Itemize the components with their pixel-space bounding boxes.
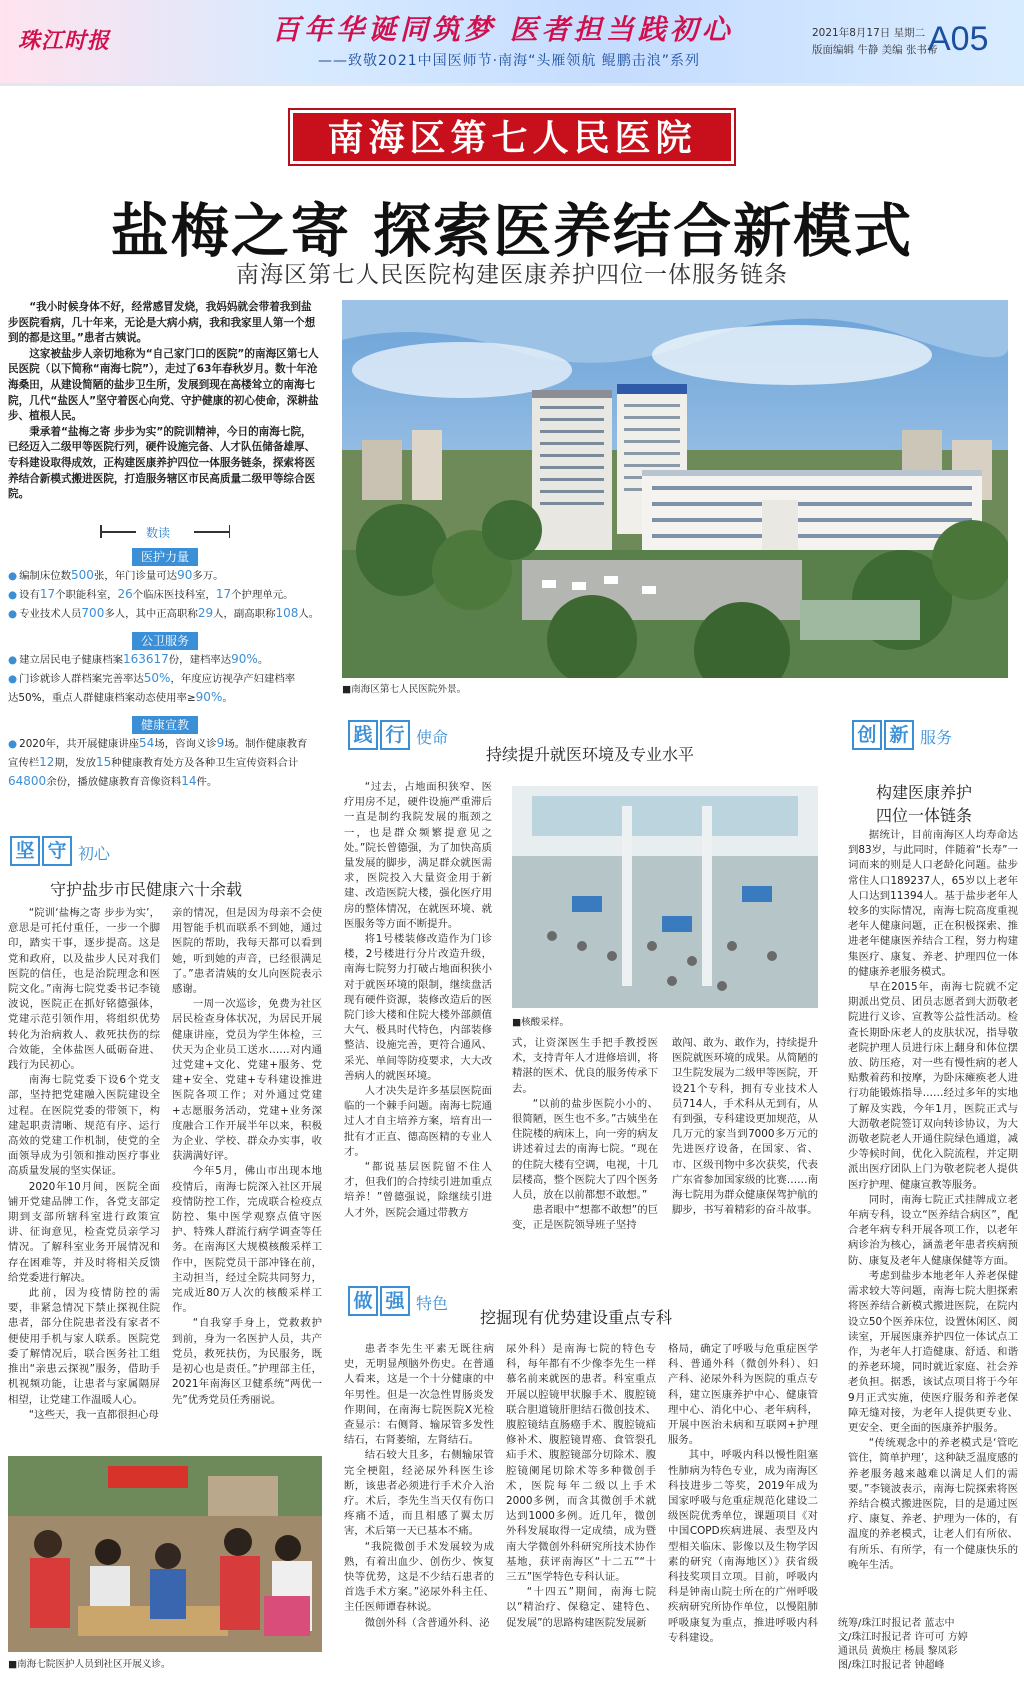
bullet-icon: ● <box>8 589 18 601</box>
section-tag-rest: 初心 <box>78 844 111 863</box>
byline-line: 文/珠江时报记者 许可可 方婷 <box>838 1632 968 1643</box>
zuoqiang-column-2 <box>506 1342 656 1674</box>
stats-value: 500 <box>71 568 94 582</box>
paragraph: “以前的盐步医院小小的、很简陋，医生也不多。”古姨坐在住院楼的病床上，向一旁的病友讲述着过去的南海七院。“现在的住院大楼有空调，电视，十几层楼高，整个医院大了四个医务人员，放在以前都想不敢想。” <box>512 1097 658 1202</box>
section-tag-char: 守 <box>42 836 72 866</box>
stats-text: 编制床位数 <box>19 570 72 582</box>
paragraph: 早在2015年，南海七院就不定期派出党员、团员志愿者到大沥敬老院进行义诊、宣教等公益性活动。检查长期卧床老人的皮肤状况，指导敬老院护理人员进行床上翻身和体位摆放、防压疮，对一些有慢性病的老人贴敷着药和按摩，为卧床瘫痪老人进行功能锻炼指导……经过多年的实地了解及实践，今年1月，医院正式与大沥敬老院签订双向转诊协议，为大沥敬老院老人开通住院绿色通道，减少等候时间，优化入院流程，并定期派出医疗团队上门为敬老院老人提供医疗护理、健康宣教等服务。 <box>848 981 1018 1191</box>
stats-text: 建立居民电子健康档案 <box>19 654 123 666</box>
stats-text: 份，建档率达 <box>168 654 232 666</box>
paragraph: “我院微创手术发展较为成熟，有着出血少、创伤少、恢复快等优势，这是不少结石患者的首选手术方案。”泌尿外科主任、主任医师谭春林说。 <box>344 1540 494 1614</box>
stats-value: 15 <box>96 755 112 769</box>
stats-text: 设有 <box>19 589 40 601</box>
section-title-chuangxin-2: 四位一体链条 <box>876 806 973 825</box>
section-tag-rest: 特色 <box>416 1294 449 1313</box>
jianxing-column-3 <box>672 1036 818 1274</box>
paragraph: “传统观念中的养老模式是‘管吃管住，简单护理’，这种缺乏温度感的养老服务越来越难以满足人们的需要。”李镜波表示，南海七院探索将医养结合模式搬进医院，目的是通过医疗、康复、养老、护理为一体的，有温度的养老模式，让老人们有所依、有所乐、有所学，有一个健康快乐的晚年生活。 <box>848 1437 1018 1571</box>
stats-text: 期，发放 <box>54 757 97 769</box>
intro-paragraph: 秉承着“盐梅之寄 步步为实”的院训精神，今日的南海七院，已经迈入二级甲等医院行列，硬件设施完备、人才队伍储备雄厚、专科建设取得成效，正构建医康养护四位一体服务链条，探索将医养结合新模式搬进医院，打造服务辖区市民高质量二级甲等综合医院。 <box>8 425 316 501</box>
paragraph: 其中，呼吸内科以慢性阻塞性肺病为特色专业，成为南海区科技进步二等奖，2019年成为国家呼吸与危重症规范化建设二级医院优秀单位，课题项目《对中国COPD疾病进展、表型及内型相关临床、影像以及生物学因素的研究（南海地区）》获省级科技奖项目立项。目前，呼吸内科是钟南山院士所在的广州呼吸疾病研究所协作单位，以慢阻肺呼吸康复为重点，推进呼吸内科专科建设。 <box>668 1449 818 1644</box>
byline-line: 通讯员 黄焕庄 杨晨 黎凤彩 <box>838 1646 958 1657</box>
paragraph: 一周一次巡诊，免费为社区居民检查身体状况，为居民开展健康讲座，党员为学生体检，三伏天为企业员工送水……对内通过党建+文化、党建+服务、党建+安全、党建+专科建设推进医院各项工作；对外通过党建+志愿服务活动，党建+业务深度融合工作开展半年以来，积极为企业、学校、群众办实事，收获满满好评。 <box>172 998 322 1163</box>
stats-line <box>8 772 320 791</box>
banner-title: 百年华诞同筑梦 医者担当践初心 <box>272 13 734 46</box>
stats-text: 宣传栏 <box>8 757 40 769</box>
jianxing-column-2 <box>512 1036 658 1274</box>
paragraph: 尿外科）是南海七院的特色专科，每年都有不少像李先生一样慕名前来就医的患者。科室重点开展以腔镜甲状腺手术、腹腔镜联合胆道镜肝胆结石微创技术、腹腔镜结直肠癌手术、腹腔镜疝修补术、腹腔镜胃癌、食管裂孔疝手术、腹腔镜部分切除术、腹腔镜阑尾切除术等多种微创手术，医院每年二级以上手术2000多例，而含其微创手术就达到1000多例。近几年，微创外科发展取得一定成绩，成为暨南大学微创外科研究所技术协作基地，获评南海区“十二五”“十三五”医学特色专科认证。 <box>506 1343 656 1584</box>
paragraph: “过去，占地面积狭窄、医疗用房不足，硬件设施严重滞后一直是制约我院发展的瓶颈之一，也是群众频繁提意见之处。”院长曾德强，为了加快高质量发展的脚步，满足群众就医需求，医院投入大量资金用于新建、改造医院大楼，强化医疗用房的整体情况，在就医环境、就医服务等方面不断提升。 <box>344 781 492 930</box>
stats-value: 90% <box>195 690 223 704</box>
jianshou-column-2 <box>172 906 322 1452</box>
stats-text: 达50%，重点人群健康档案动态使用率≥ <box>8 692 196 704</box>
stats-group <box>8 632 320 707</box>
paragraph: 亲的情况，但是因为母亲不会使用智能手机而联系不到她，通过医院的帮助，我每天都可以看到她，听到她的声音，已经很满足了。”患者清姨的女儿向医院表示感谢。 <box>172 907 322 996</box>
intro-paragraph: “我小时候身体不好，经常感冒发烧，我妈妈就会带着我到盐步医院看病，几十年来，无论是大病小病，我和我家里人第一个想到的都是这里。”患者古姨说。 <box>8 301 316 345</box>
stats-text: 件。 <box>196 776 218 788</box>
hospital-photo-caption: ■南海区第七人民医院外景。 <box>342 684 467 695</box>
community-clinic-photo <box>8 1456 322 1652</box>
banner-subtitle: ——致敬2021中国医师节·南海“头雁领航 鲲鹏击浪”系列 <box>318 53 701 69</box>
bullet-icon: ● <box>8 738 18 750</box>
stats-text: 张，年门诊量可达 <box>93 570 178 582</box>
paragraph: 患者眼中“想都不敢想”的巨变，正是医院领导班子坚持 <box>512 1204 658 1232</box>
section-tag-rest: 服务 <box>920 728 953 747</box>
stats-value: 17 <box>39 587 56 601</box>
section-tag-char: 做 <box>348 1286 378 1316</box>
paragraph: 2020年10月间，医院全面铺开党建品牌工作，各党支部定期到支部所辖科室进行政策宣讲、征询意见，检查党员亲学习情况。了解科室业务开展情况和存在困难等，并及时将相关反馈给党委进行解决。 <box>8 1180 160 1284</box>
stats-line <box>8 753 320 772</box>
stats-line <box>8 688 320 707</box>
paragraph: 敢闯、敢为、敢作为，持续提升医院就医环境的成果。从简陋的卫生院发展为二级甲等医院，开设21个专科，拥有专业技术人员714人，手术科从无到有，从有到强，专科建设更加规范，从几万元的家当到7000多万元的先进医疗设备，在国家、省、市、区级刊物中多次获奖，代表广东省参加国家级的比赛……南海七院用为群众健康保驾护航的脚步，书写着精彩的奋斗故事。 <box>672 1037 818 1217</box>
paragraph: 南海七院党委下设6个党支部，坚持把党建融入医院建设全过程。在医院党委的带领下，构建起职责清晰、规范有序、运行高效的党建工作机制，使党的全面领导成为引领和推动医疗事业高质量发展的坚实保证。 <box>8 1074 160 1178</box>
stats-group-title: 公卫服务 <box>132 632 198 650</box>
stats-text: 人。 <box>298 608 320 620</box>
bullet-icon: ● <box>8 608 18 620</box>
stats-value: 90% <box>231 652 258 666</box>
stats-line <box>8 669 320 688</box>
stats-line <box>8 604 320 623</box>
stats-value: 54 <box>139 736 155 750</box>
stats-text: 专业技术人员 <box>19 608 82 620</box>
paragraph: 此前，因为疫情防控的需要，非紧急情况下禁止探视住院患者，部分住院患者没有家者不便使用手机与家人联系。医院党委了解情况后，联合医务社工组推出“亲患云探视”服务，借助手机视频功能，让患者与家属隔屏相望，让党建工作温暖人心。 <box>8 1287 160 1406</box>
section-title-chuangxin: 构建医康养护 <box>876 783 973 802</box>
page-number: A05 <box>928 20 989 58</box>
stats-text: 多人，其中正高职称 <box>104 608 198 620</box>
section-title-jianshou: 守护盐步市民健康六十余载 <box>50 880 243 899</box>
community-photo-caption: ■南海七院医护人员到社区开展义诊。 <box>8 1659 171 1670</box>
section-tag-jianshou <box>10 836 110 866</box>
stats-group-title: 健康宣教 <box>132 716 198 734</box>
paragraph: “都说基层医院留不住人才，但我们的合持续引进加重点培养！”曾德强说，除继续引进人才外，医院会通过带教方 <box>344 1161 492 1219</box>
zuoqiang-column-1 <box>344 1342 494 1674</box>
stats-value: 700 <box>81 606 105 620</box>
paragraph: 格局，确定了呼吸与危重症医学科、普通外科（微创外科）、妇产科、泌尿外科为医院的重点专科，建立医康养护中心、健康管理中心、消化中心、老年病科，开展中医治未病和互联网+护理服务。 <box>668 1343 818 1447</box>
paragraph: “十四五”期间，南海七院以“精治疗、保稳定、建特色、促发展”的思路构建医院发展新 <box>506 1586 656 1629</box>
section-tag-jianxing <box>348 720 448 750</box>
stats-value: 163617 <box>122 652 169 666</box>
section-title-jianxing: 持续提升就医环境及专业水平 <box>486 745 695 764</box>
section-tag-rest: 使命 <box>416 728 449 747</box>
subheadline: 南海区第七人民医院构建医康养护四位一体服务链条 <box>236 262 788 288</box>
stats-line <box>8 585 320 604</box>
hospital-name: 南海区第七人民医院 <box>293 113 731 161</box>
stats-group <box>8 716 320 791</box>
paragraph: 考虑到盐步本地老年人养老保健需求较大等问题，南海七院大胆探索将医养结合新模式搬进医院，在院内设立50个医养床位，设置休闲区、阅读室，开展医康养护四位一体试点工作，为老年人打造健康、舒适、和谐的养老环境，同时就近家庭、社会养老负担。据悉，该试点项目将于今年9月正式实施，使医疗服务和养老保障无缝对接，为老年人提供更专业、更安全、更全面的医康养护服务。 <box>848 1269 1018 1434</box>
paragraph: 同时，南海七院正式挂牌成立老年病专科，设立“医养结合病区”，配合老年病专科开展各项工作，以老年病诊治为核心，涵盖老年患者疾病预防、康复及老年人健康保健等方面。 <box>848 1193 1018 1267</box>
issue-editors: 版面编辑 牛静 美编 张书帝 <box>812 44 938 56</box>
paragraph: “自我穿手身上，党救救护到前，身为一名医护人员，共产党员，救死扶伤，为民服务，既是初心也是责任。”护理部主任，2021年南海区卫健系统“两优一先”优秀党员任秀丽说。 <box>172 1317 322 1406</box>
stats-value: 29 <box>197 606 214 620</box>
stats-value: 9 <box>216 736 225 750</box>
bullet-icon: ● <box>8 570 18 582</box>
bullet-icon: ● <box>8 654 18 666</box>
stats-text: 门诊就诊人群档案完善率达 <box>19 673 144 685</box>
stats-text: 场。制作健康教育 <box>224 738 308 750</box>
stats-text: 多万。 <box>192 570 224 582</box>
stats-text: 2020年，共开展健康讲座 <box>19 738 140 750</box>
paragraph: 据统计，目前南海区人均寿命达到83岁，与此同时，伴随着“长寿”一词而来的则是人口老龄化问题。盐步常住人口189237人，65岁以上老年人口达到11394人。基于盐步老年人较多的实际情况，南海七院高度重视老年人健康问题，正在积极探索、推进老年健康医养结合工程，努力构建集医疗、康复、养老、护理四位一体的健康养老服务模式。 <box>848 829 1018 978</box>
stats-text: 个护理单元。 <box>231 589 294 601</box>
byline-line: 图/珠江时报记者 钟超峰 <box>838 1660 945 1671</box>
stats-group-title: 医护力量 <box>132 548 198 566</box>
byline-line: 统筹/珠江时报记者 蓝志中 <box>838 1618 955 1629</box>
stats-line <box>8 566 320 585</box>
stats-line <box>8 650 320 669</box>
stats-label: 数读 <box>146 526 171 540</box>
stats-text: 个临床医技科室， <box>132 589 216 601</box>
stats-text: ，年度应访视孕产妇建档率 <box>170 673 296 685</box>
section-tag-char: 创 <box>852 720 882 750</box>
section-tag-char: 行 <box>380 720 410 750</box>
headline: 盐梅之寄 探索医养结合新模式 <box>110 197 914 265</box>
stats-value: 26 <box>117 587 133 601</box>
zuoqiang-column-3 <box>668 1342 818 1674</box>
issue-date: 2021年8月17日 星期二 <box>812 27 926 39</box>
stats-text: 余份，播放健康教育音像资料 <box>46 776 182 788</box>
paragraph: 微创外科（含普通外科、泌 <box>364 1616 490 1629</box>
section-title-zuoqiang: 挖掘现有优势建设重点专科 <box>480 1308 673 1327</box>
section-tag-char: 坚 <box>10 836 40 866</box>
masthead <box>0 0 1024 86</box>
paragraph: “这些天，我一直都很担心母 <box>28 1408 159 1421</box>
byline <box>838 1617 1018 1673</box>
section-tag-char: 强 <box>380 1286 410 1316</box>
section-tag-char: 新 <box>884 720 914 750</box>
stats-group <box>8 548 320 623</box>
stats-value: 64800 <box>8 774 47 788</box>
stats-value: 90 <box>177 568 193 582</box>
hospital-exterior-illustration <box>342 300 1008 678</box>
paragraph: 人才决失是许多基层医院面临的一个棘手问题。南海七院通过人才自主培养方案，培育出一批有才正直、德高医精的专业人才。 <box>344 1085 492 1158</box>
sampling-photo-caption: ■核酸采样。 <box>512 1017 570 1028</box>
hospital-banner <box>288 108 736 166</box>
stats-text: 场，咨询义诊 <box>154 738 217 750</box>
sampling-hall-illustration <box>512 786 818 1008</box>
section-tag-zuoqiang <box>348 1286 448 1316</box>
paper-logo: 珠江时报 <box>18 28 111 54</box>
hospital-exterior-photo <box>342 300 1008 678</box>
stats-value: 50% <box>143 671 171 685</box>
stats-text: 人，副高职称 <box>213 608 276 620</box>
intro-text <box>8 300 320 503</box>
paragraph: 将1号楼装修改造作为门诊楼，2号楼进行分片改造升级，南海七院努力打破占地面积狭小对于就医环境的限制，继续盘活现有硬件资源，装修改造后的医院门诊大楼和住院大楼外部颜值大气、极具时代特色，内部装修整洁、设施完善，更符合通风、采光、单间等防疫要求，大大改善病人的就医环境。 <box>344 933 492 1082</box>
paragraph: 式，让资深医生手把手教授医术，支持青年人才进修培训，将精湛的医术、优良的服务传承下去。 <box>512 1037 658 1095</box>
chuangxin-column <box>848 828 1018 1614</box>
paragraph: 患者李先生平素无既往病史，无明显颅脑外伤史。在普通人看来，这是一个十分健康的中年男性。但是一次急性胃肠炎发作期间，在南海七院医院X光检查显示：右侧肾、输尿管多发性结石，右肾萎缩，左肾结石。 <box>344 1343 494 1447</box>
paragraph: 今年5月，佛山市出现本地疫情后，南海七院深入社区开展疫情防控工作，完成联合检疫点防控、集中医学观察点值守医护、特殊人群流行病学调查等任务。在南海区大规模核酸采样工作中，医院党员干部冲锋在前，主动担当，经过全院共同努力，完成近80万人次的核酸采样工作。 <box>172 1165 322 1315</box>
stats-text: 。 <box>222 692 233 704</box>
bullet-icon: ● <box>8 673 18 685</box>
stats-text: 个职能科室， <box>55 589 118 601</box>
paragraph: “院训‘盐梅之寄 步步为实’，意思是可托付重任，一步一个脚印，踏实干事，逐步提高。这是党和政府，以及盐步人民对我们医院的信任，也是治院理念和医院文化。”南海七院党委书记李镜波说，医院正在抓好铭德强体，党建示范引领作用，将组织优势转化为治病救人、救死扶伤的综合效能，全体盐医人砥砺奋进、践行为民初心。 <box>8 907 160 1072</box>
nucleic-acid-sampling-photo <box>512 786 818 1008</box>
stats-text: 种健康教育处方及各种卫生宣传资料合计 <box>111 757 299 769</box>
stats-label-bar <box>100 524 230 538</box>
stats-text: 。 <box>257 654 269 666</box>
jianshou-column-1 <box>8 906 160 1452</box>
jianxing-column-1 <box>344 780 492 1274</box>
stats-line <box>8 734 320 753</box>
stats-value: 14 <box>181 774 197 788</box>
community-clinic-illustration <box>8 1456 322 1652</box>
stats-value: 108 <box>275 606 299 620</box>
section-tag-char: 践 <box>348 720 378 750</box>
paragraph: 结石较大且多，右侧输尿管完全梗阻，经泌尿外科医生诊断，该患者必须进行手术介入治疗。术后，李先生当天仅有伤口疼痛不适，而且相感了翼太厉害，术后第一天已基本不痛。 <box>344 1449 494 1538</box>
intro-paragraph: 这家被盐步人亲切地称为“自己家门口的医院”的南海区第七人民医院（以下简称“南海七院”），走过了63年春秋岁月。数十年沧海桑田，从建设简陋的盐步卫生所，发展到现在高楼耸立的南海七院，几代“盐医人”坚守着医心向党、守护健康的初心使命，深耕盐步、植根人民。 <box>8 347 319 423</box>
stats-value: 12 <box>39 755 55 769</box>
section-tag-chuangxin <box>852 720 952 750</box>
stats-value: 17 <box>215 587 232 601</box>
